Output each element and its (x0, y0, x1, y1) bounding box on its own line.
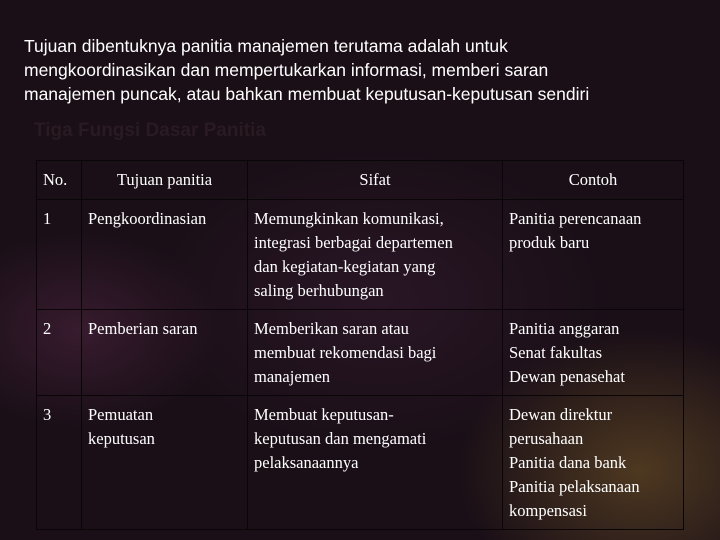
cell-no: 2 (37, 310, 82, 396)
cell-line: Pemberian saran (88, 319, 198, 338)
intro-line: Tujuan dibentuknya panitia manajemen terutama adalah untuk (24, 36, 508, 56)
table-row (37, 396, 684, 530)
cell-line: Senat fakultas (509, 343, 603, 362)
cell-line: Panitia dana bank (509, 453, 627, 472)
header-sifat: Sifat (248, 161, 503, 200)
section-title: Tiga Fungsi Dasar Panitia (34, 120, 266, 141)
cell-tujuan (82, 200, 248, 310)
cell-no: 1 (37, 200, 82, 310)
header-no: No. (37, 161, 82, 200)
cell-tujuan (82, 310, 248, 396)
cell-line: Dewan direktur (509, 405, 613, 424)
cell-line: Memungkinkan komunikasi, (254, 209, 444, 228)
cell-sifat (248, 396, 503, 530)
cell-line: produk baru (509, 233, 590, 252)
header-tujuan: Tujuan panitia (82, 161, 248, 200)
cell-line: Dewan penasehat (509, 367, 625, 386)
cell-line: keputusan (88, 429, 155, 448)
cell-contoh (503, 396, 684, 530)
table-header-row (37, 161, 684, 200)
cell-line: Pengkoordinasian (88, 209, 207, 228)
cell-line: Panitia anggaran (509, 319, 620, 338)
cell-line: kompensasi (509, 501, 587, 520)
cell-line: Pemuatan (88, 405, 154, 424)
cell-contoh (503, 200, 684, 310)
cell-no: 3 (37, 396, 82, 530)
cell-line: integrasi berbagai departemen (254, 233, 453, 252)
intro-line: mengkoordinasikan dan mempertukarkan informasi, memberi saran (24, 60, 549, 80)
cell-sifat (248, 310, 503, 396)
cell-line: keputusan dan mengamati (254, 429, 427, 448)
cell-tujuan (82, 396, 248, 530)
functions-table (36, 160, 684, 530)
cell-sifat (248, 200, 503, 310)
cell-line: dan kegiatan-kegiatan yang (254, 257, 436, 276)
cell-line: Panitia pelaksanaan (509, 477, 640, 496)
cell-line: saling berhubungan (254, 281, 384, 300)
cell-line: perusahaan (509, 429, 584, 448)
cell-line: pelaksanaannya (254, 453, 359, 472)
cell-line: Membuat keputusan- (254, 405, 394, 424)
cell-line: manajemen (254, 367, 331, 386)
table-row (37, 310, 684, 396)
header-contoh: Contoh (503, 161, 684, 200)
cell-line: Panitia perencanaan (509, 209, 642, 228)
intro-line: manajemen puncak, atau bahkan membuat keputusan-keputusan sendiri (24, 84, 590, 104)
cell-line: membuat rekomendasi bagi (254, 343, 437, 362)
table-row (37, 200, 684, 310)
intro-paragraph (24, 34, 704, 106)
cell-line: Memberikan saran atau (254, 319, 409, 338)
cell-contoh (503, 310, 684, 396)
